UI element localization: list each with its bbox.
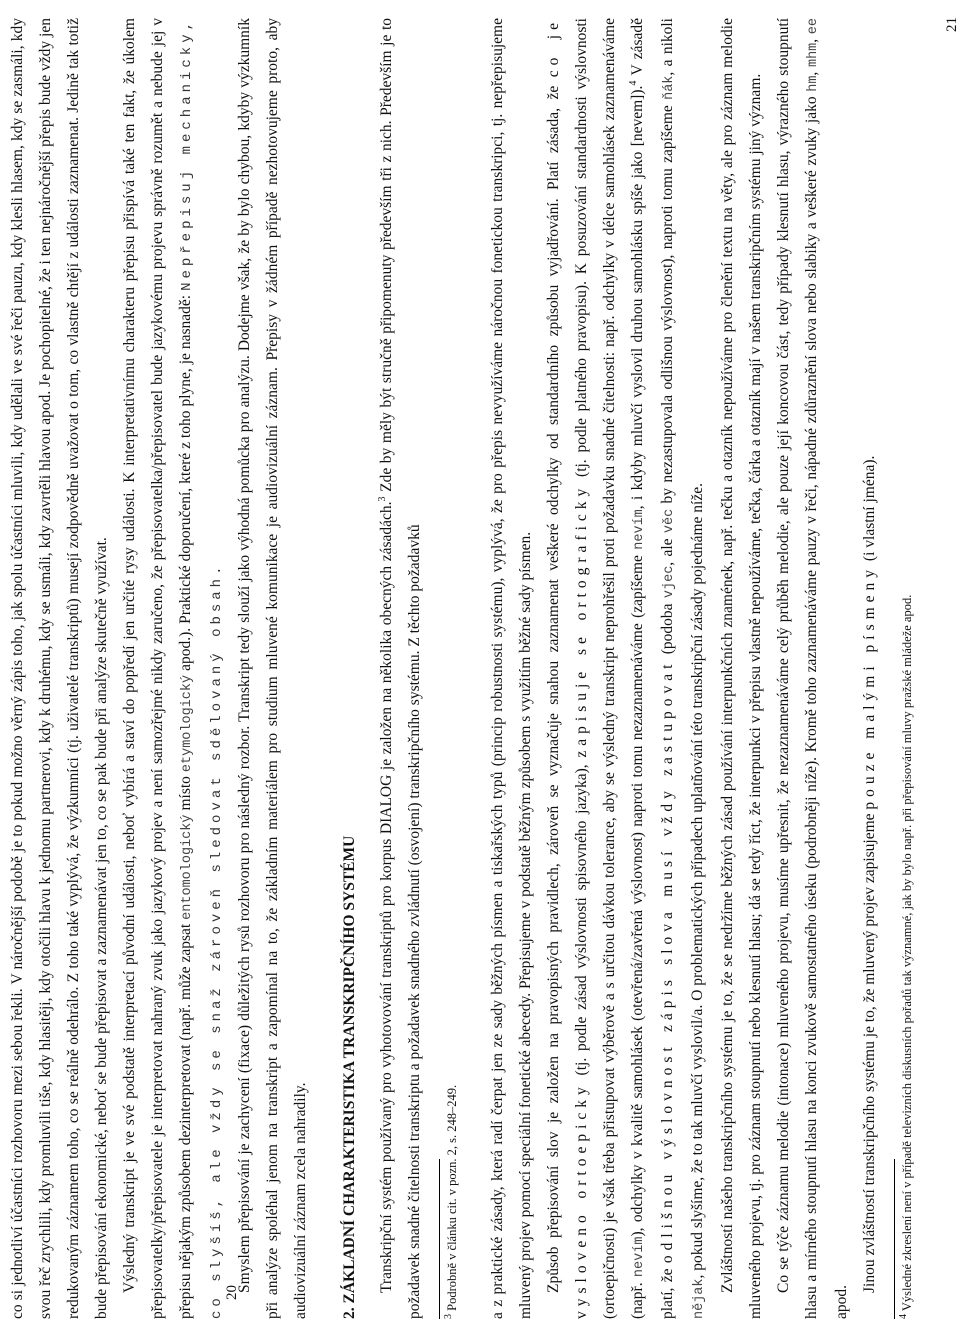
footnote-text: Výsledné zkreslení není v případě televizních diskusních pořadů tak významné, jak by bylo např. při přepisování mluvy pražské mládeže apod. (900, 594, 914, 1314)
page-number: 21 (944, 17, 960, 32)
emphasized-rule: co je vysloveno ortoepicky (545, 18, 590, 1319)
example-word: entomologický (180, 814, 195, 920)
text-run: by nezastupovala odlišnou výslovnost), naproti tomu zapíšeme (659, 99, 676, 509)
footnote-ref: 3 (376, 496, 388, 502)
example-word: hm (806, 75, 821, 92)
footnote-number: 4 (897, 1314, 909, 1319)
footnote-number: 3 (442, 1314, 454, 1319)
paragraph (116, 18, 231, 1319)
text-run: , (803, 34, 820, 43)
text-run: ), odchylky v kvalitě samohlásek (otevřená/zavřená výslovnost) naproti tomu nezaznamenáváme (zapíšeme (629, 549, 646, 1237)
text-run: (tj. podle zásad výslovnosti spisovného jazyka), (573, 757, 590, 1083)
footnote (444, 18, 460, 1319)
example-word: etymologický (180, 674, 195, 773)
text-run: apod.). Praktické doporučení, které z toho plyne, je nasnadě: (177, 290, 194, 675)
text-run: Jinou zvláštností transkripčního systému je to, že mluvený projev zapisujeme (861, 809, 878, 1293)
footnote-divider (894, 1159, 895, 1319)
section-heading: 2. ZÁKLADNÍ CHARAKTERISTIKA TRANSKRIPČNÍHO SYSTÉMU (341, 835, 358, 1319)
text-run: Co se týče záznamu melodie (intonace) mluveného projevu, musíme upřesnit, že nezaznamenáváme celý průběh melodie, ale pouze její koncovou část, tedy případy klesnutí hlasu, výrazného stoupnutí hlasu a mírného stoupnutí hlasu na konci zvukově samostatného úseku (podrobněji níže). Kromě toho zaznamenáváme pauzy v řeči, nápadné zdůraznění slova nebo slabiky a veškeré zvuky jako (775, 18, 820, 1319)
paragraph: Zvláštností našeho transkripčního systému je to, že se nedržíme běžných zásad používání interpunkčních znamének, např. tečku a otazník nepoužíváme pro členění textu na věty, ale pro záznam melodie mluveného projevu, tj. pro záznam stoupnutí nebo klesnutí hlasu; dá se tedy říct, že interpunkci v přepisu vlastně nepoužíváme, tečka, čárka a otazník mají v našem transkripčním systému jiný význam. (719, 18, 764, 1319)
paragraph (856, 18, 884, 1319)
paragraph: Smyslem přepisování je zachycení (fixace) důležitých rysů rozhovoru pro následný rozbor. Transkript tedy slouží jako výhodná pomůcka pro analýzu. Dodejme však, že by bylo chybou, kdyby výzkumník při analýze spoléhal jenom na transkript a zapomínal na to, že základním materiálem pro studium mluvené komunikace je audiovizuální záznam. Přepisy v žádném případě nezhotovujeme proto, aby audiovizuální záznam zcela nahradily. (236, 18, 309, 1319)
page-right (480, 0, 950, 1331)
text-run: (tj. podle platného pravopisu). K posuzování standardnosti výslovnosti (ortoepičnosti) je však třeba přistupovat výběrově a s určitou dávkou tolerance, aby se výsledný transkript neprohřešil proti požadavku snadné čitelnosti: např. odchylky v délce samohlásek zaznamenáváme (např. (573, 18, 646, 1319)
footnote-ref: 4 (627, 80, 639, 86)
text-run: Transkripční systém používaný pro vyhotovování transkriptů pro korpus DIALOG je založen na několika obecných zásadách. (378, 501, 395, 1293)
emphasized-rule: zapisuje se ortograficky (573, 483, 590, 758)
text-run: apod. (833, 1284, 850, 1319)
example-word: nevím (632, 509, 647, 550)
paragraph (770, 18, 856, 1319)
page-number: 20 (224, 1285, 240, 1300)
example-word: vjec (662, 565, 677, 599)
example-word: věc (662, 508, 677, 534)
text-run: , i kdyby mluvčí vyslovil druhou samohlásku spíše jako [nevem]). (629, 85, 646, 510)
example-word: nějak (692, 1278, 707, 1319)
example-word: nevím (632, 1236, 647, 1278)
footnote-divider (439, 1159, 440, 1319)
text-run: , ale (659, 533, 676, 566)
paragraph: co si jednotliví účastníci rozhovoru mezi sebou řekli. V náročnější podobě je to pokud možno věrný zápis toho, jak spolu účastníci mluvili, kdy udělali ve své řeči pauzu, kdy klesli hlasem, kdy se zasmáli, kdy svou řeč zrychlili, kdy promluvili tiše, kdy hlasitěji, kdy otočili hlavu k jednomu partnerovi, kdy k druhému, kdy se usmáli, kdy zavrtěli hlavou apod. Je pochopitelné, že i ten nejnáročnější přepis bude vždy jen redukovaným záznamem toho, co se reálně odehrálo. Z toho také vyplývá, že výzkumníci (tj. uživatelé transkriptů) musejí zodpovědně uvažovat o tom, co vlastně chtějí z události zaznamenat. Jedině tak totiž bude přepisování ekonomické, neboť se bude přepisovat a zaznamenávat jen to, co se pak bude při analýze skutečně využívat. (9, 18, 110, 1319)
text-run: , (803, 67, 820, 76)
page-left (0, 0, 470, 1331)
example-word: ňák (662, 75, 677, 100)
text-run: Zde by měly být stručně připomenuty především tři z nich. Především je to požadavek snadné čitelnosti transkriptu a požadavek snadného zvládnutí (osvojení) transkripčního systému. Z těchto požadavků (378, 17, 423, 1319)
emphasized-rule: Nepřepisuj mechanicky, co slyšíš, ale vždy se snaž zároveň sledovat sdělovaný obsah. (179, 18, 225, 1319)
text-run: místo (177, 772, 194, 815)
example-word: ee (806, 17, 821, 35)
emphasized-rule: odlišnou výslovnost zápis slova musí vždy zastupovat (659, 659, 676, 1264)
example-word: mhm (806, 42, 821, 68)
paragraph (540, 18, 714, 1319)
footnote-text: Podrobně v článku cit. v pozn. 2, s. 248–249. (445, 1084, 459, 1314)
paragraph (373, 18, 429, 1319)
text-run: (podoba (659, 598, 676, 660)
text-run: V zásadě platí, že (629, 17, 676, 1319)
footnote (899, 18, 915, 1319)
emphasized-rule: pouze malými písmeny (861, 564, 878, 810)
text-run: , a nikoli (659, 18, 676, 76)
text-run: Způsob přepisování slov je založen na pravopisných pravidlech, zároveň se vyznačuje snahou zaznamenat veškeré odchylky od standardního způsobu vyjadřování. Platí zásada, že (545, 77, 562, 1293)
text-run: Výsledný transkript je ve své podstatě interpretací původní události, neboť vybírá a staví do popředí jen určité rysy události. K interpretativnímu charakteru přepisu přispívá také ten fakt, že úkolem přepisovatelky/přepisovatele je interpretovat nahraný zvuk jako jazykový projev a není samozřejmé nikdy zaručeno, že přepisovatelka/přepisovatel bude jazykovému projevu správně rozumět a nebude jej v přepisu nějakým způsobem dezinterpretovat (např. může zapsat (121, 18, 194, 1319)
text-run: (i vlastní jména). (861, 455, 878, 565)
paragraph: a z praktické zásady, která radí čerpat jen ze sady běžných písmen a tiskařských typů (princip robustnosti systému), vyplývá, že pro přepis nevyužíváme náročnou fonetickou transkripci, tj. nepřepisujeme mluvený projev pomocí speciální fonetické abecedy. Přepisujeme v podstatě běžným způsobem s využitím běžné sady písmen. (489, 18, 534, 1319)
text-run: , pokud slyšíme, že to tak mluvčí vyslovil/a. O problematických případech uplatňování této transkripční zásady pojednáme níže. (689, 483, 706, 1279)
